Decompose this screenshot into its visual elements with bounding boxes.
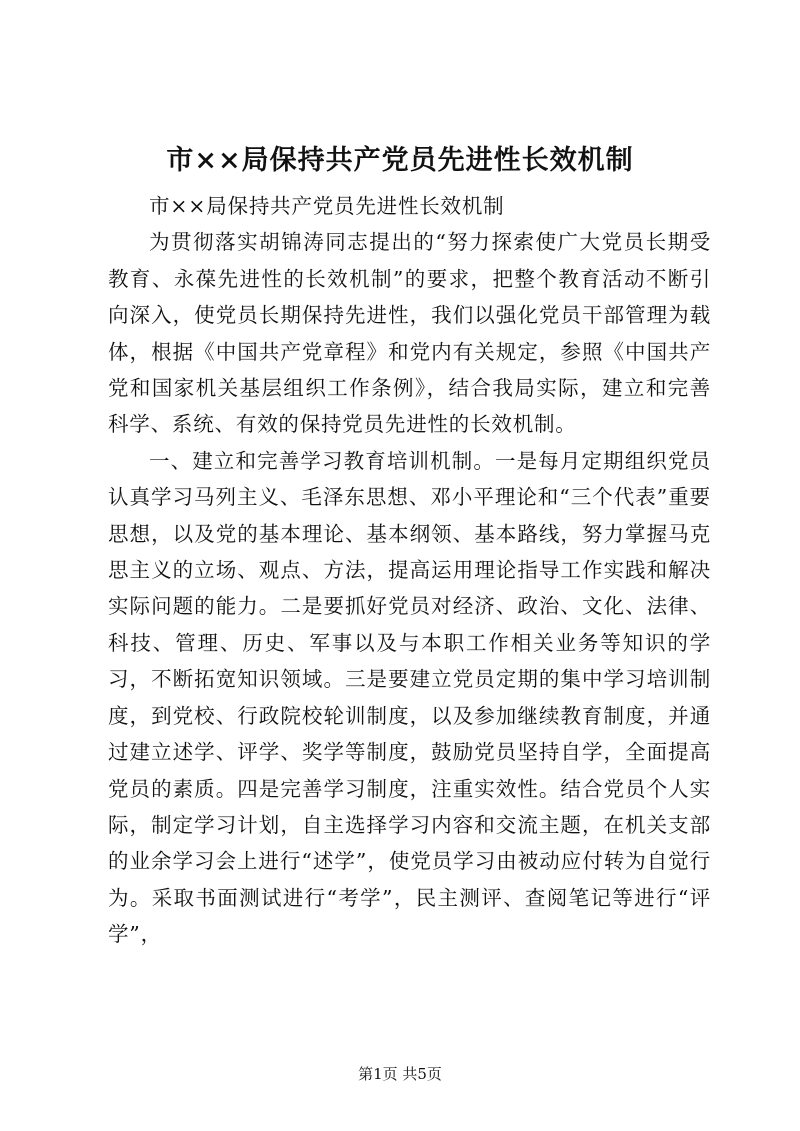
subtitle-paragraph: 市××局保持共产党员先进性长效机制 <box>149 194 505 218</box>
document-title: 市××局保持共产党员先进性长效机制 <box>166 145 634 176</box>
section-one-paragraph: 一、建立和完善学习教育培训机制。一是每月定期组织党员认真学习马列主义、毛泽东思想、邓小平理论和“三个代表”重要思想，以及党的基本理论、基本纲领、基本路线，努力掌握马克思主义的立场、观点、方法，提高运用理论指导工作实践和解决实际问题的能力。二是要抓好党员对经济、政治、文化、法律、科技、管理、历史、军事以及与本职工作相关业务等知识的学习，不断拓宽知识领域。三是要建立党员定期的集中学习培训制度，到党校、行政院校轮训制度，以及参加继续教育制度，并通过建立述学、评学、奖学等制度，鼓励党员坚持自学，全面提高党员的素质。四是完善学习制度，注重实效性。结合党员个人实际，制定学习计划，自主选择学习内容和交流主题，在机关支部的业余学习会上进行“述学”，使党员学习由被动应付转为自觉行为。采取书面测试进行“考学”，民主测评、查阅笔记等进行“评学”， <box>108 448 711 947</box>
page-footer <box>0 1063 800 1084</box>
document-body <box>108 188 711 953</box>
intro-paragraph: 为贯彻落实胡锦涛同志提出的“努力探索使广大党员长期受教育、永葆先进性的长效机制”的要求，把整个教育活动不断引向深入，使党员长期保持先进性，我们以强化党员干部管理为载体，根据《中国共产党章程》和党内有关规定，参照《中国共产党和国家机关基层组织工作条例》，结合我局实际，建立和完善科学、系统、有效的保持党员先进性的长效机制。 <box>108 230 711 437</box>
page-number-label: 第1页 共5页 <box>358 1065 442 1083</box>
